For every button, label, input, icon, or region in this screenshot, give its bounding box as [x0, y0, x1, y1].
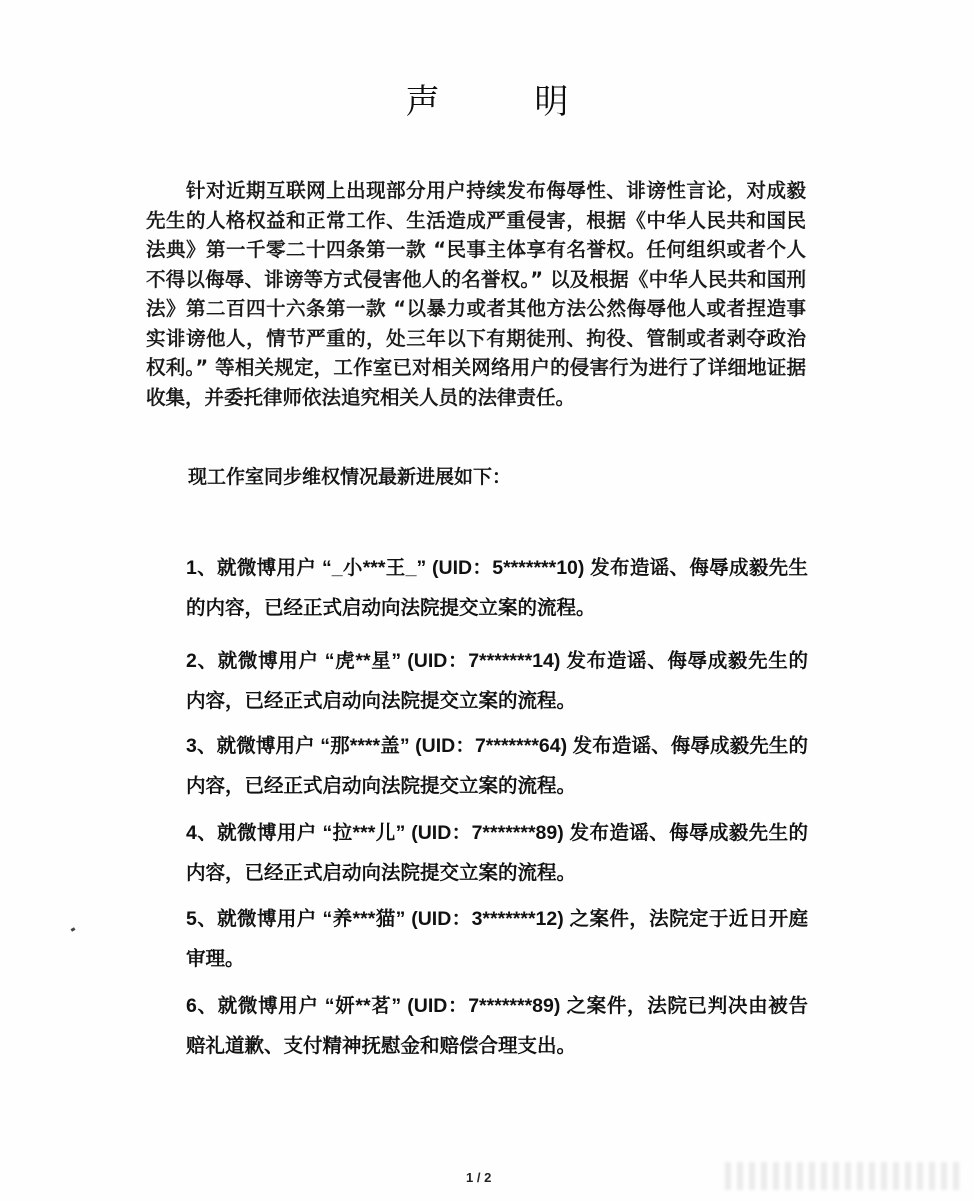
scan-speck	[71, 927, 76, 932]
case-item-2: 2、就微博用户 “虎**星” (UID：7*******14) 发布造谣、侮辱成毅先生的内容，已经正式启动向法院提交立案的流程。	[186, 650, 808, 712]
case-item-6: 6、就微博用户 “妍**茗” (UID：7*******89) 之案件，法院已判决由被告赔礼道歉、支付精神抚慰金和赔偿合理支出。	[186, 995, 808, 1057]
case-item-4: 4、就微博用户 “拉***儿” (UID：7*******89) 发布造谣、侮辱成毅先生的内容，已经正式启动向法院提交立案的流程。	[186, 822, 808, 884]
progress-heading: 现工作室同步维权情况最新进展如下：	[188, 466, 512, 488]
page-number: 1 / 2	[466, 1170, 492, 1185]
case-item-3: 3、就微博用户 “那****盖” (UID：7*******64) 发布造谣、侮辱成毅先生的内容，已经正式启动向法院提交立案的流程。	[186, 735, 808, 797]
intro-paragraph: 针对近期互联网上出现部分用户持续发布侮辱性、诽谤性言论，对成毅先生的人格权益和正常工作、生活造成严重侵害，根据《中华人民共和国民法典》第一千零二十四条第一款 “民事主体享有名誉权。任何组织或者个人不得以侮辱、诽谤等方式侵害他人的名誉权。” 以及根据《中华人民共和国刑法》第二百四十六条第一款 “以暴力或者其他方法公然侮辱他人或者捏造事实诽谤他人，情节严重的，处三年以下有期徒刑、拘役、管制或者剥夺政治权利。” 等相关规定，工作室已对相关网络用户的侵害行为进行了详细地证据收集，并委托律师依法追究相关人员的法律责任。	[146, 179, 806, 409]
case-item-1: 1、就微博用户 “_小***王_” (UID：5*******10) 发布造谣、侮辱成毅先生的内容，已经正式启动向法院提交立案的流程。	[186, 557, 808, 619]
watermark	[725, 1162, 960, 1190]
case-item-5: 5、就微博用户 “养***猫” (UID：3*******12) 之案件，法院定于近日开庭审理。	[186, 908, 808, 970]
document-title: 声 明	[405, 82, 611, 122]
